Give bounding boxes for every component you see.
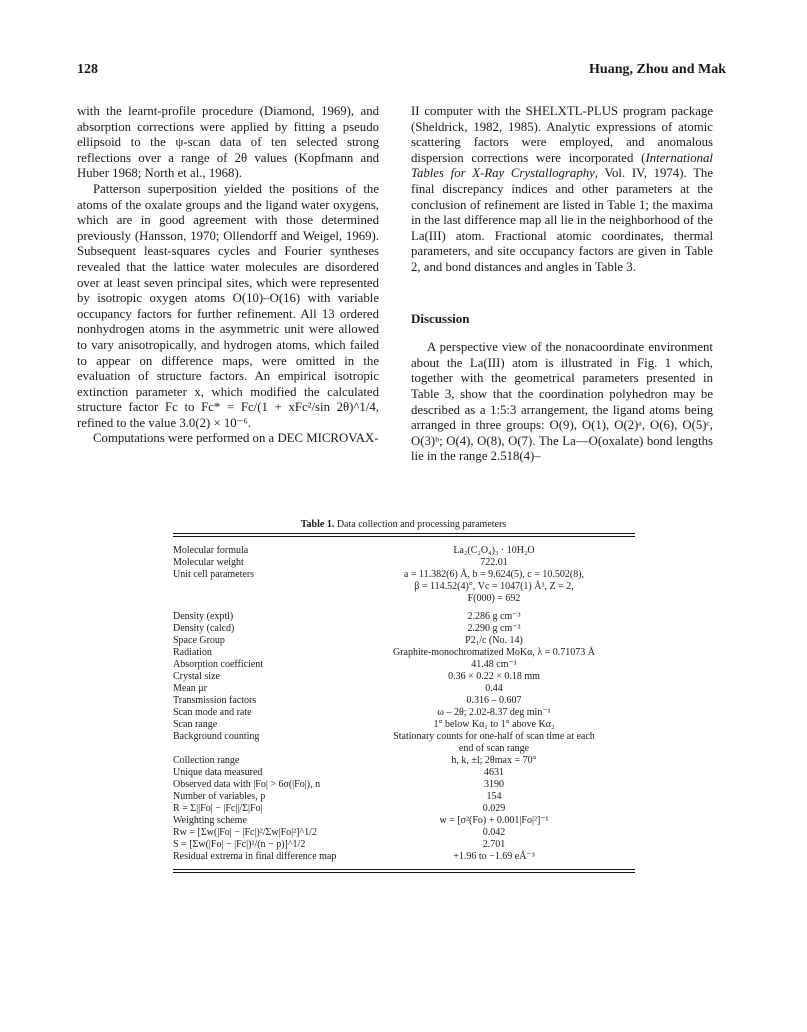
table-cell-label: Residual extrema in final difference map xyxy=(173,851,337,862)
table-cell-value: P2₁/c (No. 14) xyxy=(465,635,523,646)
table-cell-label: Number of variables, p xyxy=(173,791,266,802)
table-row xyxy=(173,545,635,557)
text-run: DEC xyxy=(277,431,304,446)
table-cell-value: 3190 xyxy=(484,779,504,790)
table-row xyxy=(173,683,635,695)
table-cell-label: Unit cell parameters xyxy=(173,569,255,580)
table-row xyxy=(173,635,635,647)
table-row xyxy=(173,695,635,707)
table-cell-value: 0.029 xyxy=(482,803,506,814)
table-cell-label: Unique data measured xyxy=(173,767,263,778)
table-cell-label: Rw = [Σw(|Fo| − |Fc|)²/Σw|Fo|²]^1/2 xyxy=(173,827,317,838)
table-row xyxy=(173,557,635,569)
table-cell-label: Density (exptl) xyxy=(173,611,234,622)
table-row xyxy=(173,743,635,755)
table-row xyxy=(173,671,635,683)
table-row xyxy=(173,659,635,671)
table-cell-value: 722.01 xyxy=(480,557,508,568)
table-row xyxy=(173,569,635,581)
table-cell-value: ω – 2θ; 2.02-8.37 deg min⁻¹ xyxy=(437,707,551,718)
text-run: SHELXTL-PLUS xyxy=(525,104,619,118)
text-run: International Tables for X-Ray Crystallography xyxy=(411,150,713,181)
table-row xyxy=(173,647,635,659)
table-row xyxy=(173,851,635,863)
table-cell-label: Collection range xyxy=(173,755,240,766)
text-run: II computer with the xyxy=(411,104,526,118)
table-row xyxy=(173,623,635,635)
page-number: 128 xyxy=(77,62,98,77)
text-run: Computations were performed on a xyxy=(93,431,278,446)
table-cell-value: 0.44 xyxy=(485,683,503,694)
table-cell-value: +1.96 to −1.69 eÅ⁻³ xyxy=(453,851,535,862)
table-cell-label: Crystal size xyxy=(173,671,220,682)
table-cell-value: 0.042 xyxy=(482,827,506,838)
table-cell-label: Absorption coefficient xyxy=(173,659,264,670)
table-caption-text: Data collection and processing parameters xyxy=(334,519,507,530)
table-cell-value: 2.701 xyxy=(482,839,506,850)
table-cell-value: h, k, ±l; 2θmax = 70° xyxy=(451,755,537,766)
table-cell-value: 0.316 – 0.607 xyxy=(466,695,522,706)
section-heading: Discussion xyxy=(411,310,470,326)
table-row xyxy=(173,707,635,719)
table-row xyxy=(173,839,635,851)
table-cell-label xyxy=(173,593,353,605)
table-top-rule xyxy=(173,533,635,537)
table-row xyxy=(173,803,635,815)
table-cell-label: Scan mode and rate xyxy=(173,707,252,718)
right-column xyxy=(411,104,713,465)
table-cell-label: Weighting scheme xyxy=(173,815,247,826)
table-cell-label: Space Group xyxy=(173,635,225,646)
text-run: , Vol. IV, 1974). The final discrepancy indices and other parameters at the conclusion of refinement are listed in Table 1; the maxima in the last difference map all lie in the neighborhood of the La(III) atom. Fractional atomic coordinates, thermal parameters, and site occupancy factors are given in Table 2, and bond distances and angles in Table 3. xyxy=(411,166,713,274)
table-row xyxy=(173,593,635,605)
table-cell-value: Stationary counts for one-half of scan time at each xyxy=(393,731,595,742)
table-cell-value: 2.290 g cm⁻³ xyxy=(467,623,521,634)
data-table xyxy=(173,533,635,873)
table-cell-value: La₂(C₂O₄)₃ · 10H₂O xyxy=(453,545,535,556)
table-cell-label: R = Σ||Fo| − |Fc||/Σ|Fo| xyxy=(173,803,263,814)
table-row xyxy=(173,767,635,779)
table-cell-label: Scan range xyxy=(173,719,218,730)
table-cell-label xyxy=(173,581,353,593)
table-row xyxy=(173,815,635,827)
table-cell-value: 41.48 cm⁻¹ xyxy=(471,659,517,670)
table-row xyxy=(173,581,635,593)
table-caption xyxy=(0,519,807,530)
table-caption-label: Table 1. xyxy=(300,519,335,530)
table-cell-value: Graphite-monochromatized MoKα, λ = 0.71073 Å xyxy=(392,647,596,658)
table-cell-label: Transmission factors xyxy=(173,695,257,706)
table-cell-value: a = 11.382(6) Å, b = 9.624(5), c = 10.502(8), xyxy=(403,569,585,580)
table-cell-label xyxy=(173,743,353,755)
table-row xyxy=(173,779,635,791)
paragraph xyxy=(411,104,713,276)
table-cell-label: Molecular weight xyxy=(173,557,244,568)
table-row xyxy=(173,719,635,731)
table-row xyxy=(173,731,635,743)
paragraph: A perspective view of the nonacoordinate environment about the La(III) atom is illustrated in Fig. 1 which, together with the geometrical parameters presented in Table 3, show that the coordination polyhedron may be described as a 1:5:3 arrangement, the ligand atoms being arranged in three groups: O(9), O(1), O(2)ᵃ, O(6), O(5)ᶜ, O(3)ᵇ; O(4), O(8), O(7). The La—O(oxalate) bond lengths lie in the range 2.518(4)– xyxy=(411,340,713,464)
table-cell-label: Observed data with |Fo| > 6σ(|Fo|), n xyxy=(173,779,321,790)
text-run: program package (Sheldrick, 1982, 1985). Analytic expressions of atomic scattering factors were employed, and anomalous dispersion corrections were incorporated ( xyxy=(411,104,714,165)
paragraph: Patterson superposition yielded the positions of the atoms of the oxalate groups and the ligand water oxygens, which are in good agreement with those determined previously (Hansson, 1970; Ollendorff and Weigel, 1969). Subsequent least-squares cycles and Fourier syntheses revealed that the lattice water molecules are disordered over at least seven principal sites, which were represented by isotropic oxygen atoms O(10)–O(16) with variable occupancy factors for further refinement. All 13 ordered nonhydrogen atoms in the asymmetric unit were allowed to vary anisotropically, and hydrogen atoms, which failed to appear on difference maps, were omitted in the evaluation of structure factors. An empirical isotropic extinction parameter x, which modified the calculated structure factor Fc to Fc* = Fc/(1 + xFc²/sin 2θ)^1/4, refined to the value 3.0(2) × 10⁻⁶. xyxy=(77,181,379,430)
table-row xyxy=(173,791,635,803)
text-run: M xyxy=(303,431,318,446)
table-bottom-rule xyxy=(173,869,635,873)
table-cell-value: F(000) = 692 xyxy=(467,593,521,604)
table-cell-label: Background counting xyxy=(173,731,260,742)
table-cell-value: 154 xyxy=(486,791,502,802)
table-cell-value: 1° below Kα₁ to 1° above Kα₂ xyxy=(433,719,555,730)
table-cell-value: 2.286 g cm⁻³ xyxy=(467,611,521,622)
table-cell-value: 4631 xyxy=(484,767,504,778)
table-row xyxy=(173,605,635,623)
table-cell-value: 0.36 × 0.22 × 0.18 mm xyxy=(448,671,540,682)
table-cell-label: Density (calcd) xyxy=(173,623,235,634)
table-cell-label: Radiation xyxy=(173,647,212,658)
table-cell-value: w = [σ²(Fo) + 0.001|Fo|²]⁻¹ xyxy=(439,815,549,826)
table-cell-label: S = [Σw(|Fo| − |Fc|)²/(n − p)]^1/2 xyxy=(173,839,306,850)
table-cell-label: Molecular formula xyxy=(173,545,249,556)
text-run: ICROVAX xyxy=(317,431,375,446)
table-cell-value: β = 114.52(4)°, Vc = 1047(1) Å³, Z = 2, xyxy=(414,581,574,592)
table-row xyxy=(173,827,635,839)
paragraph: with the learnt-profile procedure (Diamond, 1969), and absorption corrections were applied by fitting a pseudo ellipsoid to the ψ-scan data of ten selected strong reflections over a range of 2θ values (Kopfmann and Huber 1968; North et al., 1968). xyxy=(77,104,379,181)
table-row xyxy=(173,755,635,767)
table-cell-value: end of scan range xyxy=(458,743,530,754)
table-cell-label: Mean μr xyxy=(173,683,207,694)
paragraph xyxy=(77,431,379,447)
left-column xyxy=(77,104,379,447)
text-run: - xyxy=(374,431,379,446)
running-head: Huang, Zhou and Mak xyxy=(589,62,726,77)
table-body xyxy=(173,545,635,863)
